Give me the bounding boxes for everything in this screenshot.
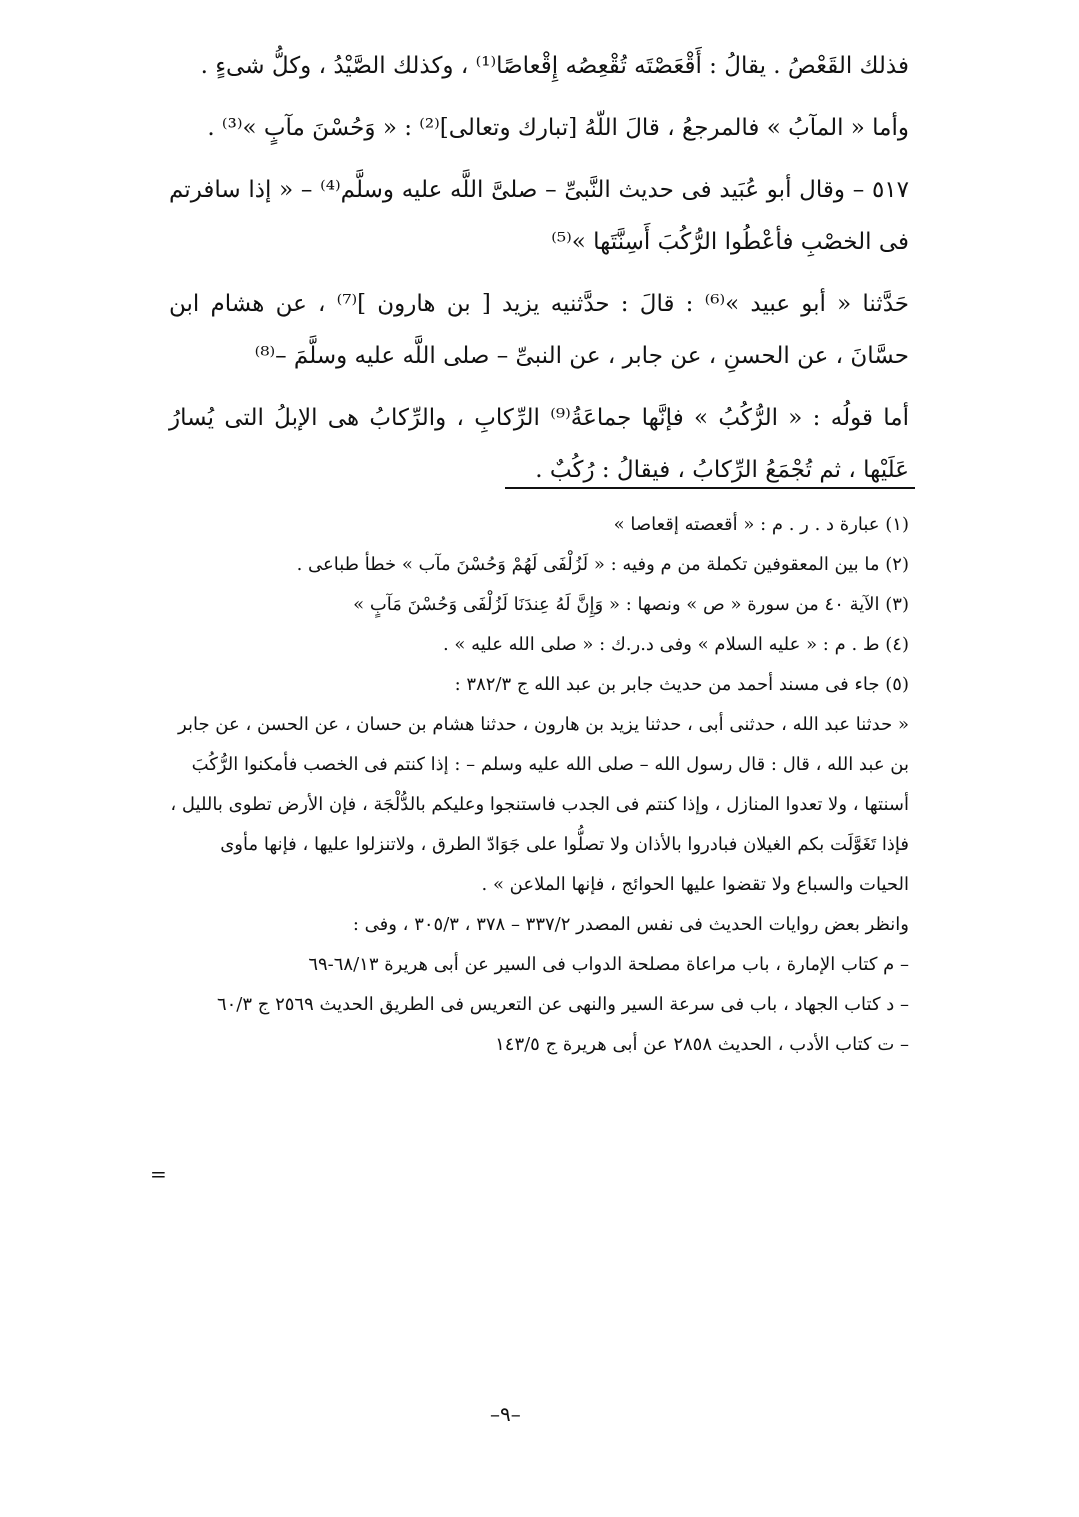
- footnote-reference: – ت كتاب الأدب ، الحديث ٢٨٥٨ عن أبى هريرة ج ١٤٣/٥: [495, 1034, 909, 1055]
- footnotes: [169, 505, 909, 1065]
- footnote-reference: – د كتاب الجهاد ، باب فى سرعة السير والنهى عن التعريس فى الطريق الحديث ٢٥٦٩ ج ٦٠/٣: [216, 994, 909, 1015]
- commentary-paragraph: أما قولُه : « الرُّكُبُ » فإنَّها جماعَةُ⁽⁹⁾ الرِّكابِ ، والرِّكابُ هى الإبلُ التى يُسارُ عَلَيْها ، ثم تُجْمَعُ الرِّكابُ ، فيقالُ : رُكُبٌ .: [169, 405, 909, 483]
- footnote: (٣) الآية ٤٠ من سورة « ص » ونصها : « وَإِنَّ لَهُ عِندَنَا لَزُلْفَى وَحُسْنَ مَآبٍ »: [353, 594, 909, 615]
- footnote: (٥) جاء فى مسند أحمد من حديث جابر بن عبد الله ج ٣٨٢/٣ :: [454, 674, 909, 695]
- main-text: [169, 40, 909, 506]
- footnote-separator: [505, 487, 915, 489]
- footnote-reference: – م كتاب الإمارة ، باب مراعاة مصلحة الدواب فى السير عن أبى هريرة ٦٨/١٣-٦٩: [308, 954, 909, 975]
- continuation-mark: =: [150, 1162, 167, 1186]
- footnote: (٢) ما بين المعقوفين تكملة من م وفيه : « لَزُلْفَى لَهُمْ وَحُسْنَ مآب » خطأ طباعى .: [296, 554, 909, 575]
- footnote: (٤) ط . م : « عليه السلام » وفى د.ر.ك : « صلى الله عليه » .: [442, 634, 909, 655]
- hadith-heading: ٥١٧ – وقال أبو عُبَيد فى حديث النَّبىِّ – صلىَّ اللَّه عليه وسلَّم⁽⁴⁾ – « إذا سافرتم فى الخصْبِ فأعْطُوا الرُّكُبَ أَسِنَّتَها »⁽⁵⁾: [169, 177, 909, 255]
- page-number: –٩–: [490, 1402, 521, 1426]
- text-line: وأما « المآبُ » فالمرجعُ ، قالَ اللّهُ [تبارك وتعالى]⁽²⁾ : « وَحُسْنَ مآبٍ »⁽³⁾ .: [207, 115, 909, 141]
- text-line: فذلك القَعْصُ . يقالُ : أَقْعَصْتَه تُقْعِصُه إِقْعاصًا⁽¹⁾ ، وكذلك الصَّيْدُ ، وكلُّ شىءٍ .: [200, 53, 909, 79]
- isnad-paragraph: حَدَّثنا « أبو عبيد »⁽⁶⁾ : قالَ : حدَّثنيه يزيد [ بن هارون ]⁽⁷⁾ ، عن هشام ابن حسَّانَ ، عن الحسنِ ، عن جابر ، عن النبىِّ – صلى اللَّه عليه وسلَّمَ –⁽⁸⁾: [169, 291, 909, 369]
- footnote: وانظر بعض روايات الحديث فى نفس المصدر ٣٣٧/٢ – ٣٧٨ ، ٣٠٥/٣ ، وفى :: [352, 914, 909, 935]
- footnote: (١) عبارة د . ر . م : « أقعصته إقعاصا »: [613, 514, 909, 535]
- footnote-quote: « حدثنا عبد الله ، حدثنى أبى ، حدثنا يزيد بن هارون ، حدثنا هشام بن حسان ، عن الحسن ، عن جابر بن عبد الله ، قال : قال رسول الله – صلى الله عليه وسلم – : إذا كنتم فى الخصب فأمكنوا الرُّكُبَ أسنتها ، ولا تعدوا المنازل ، وإذا كنتم فى الجدب فاستنجوا وعليكم بالدُّلْجَة ، فإن الأرض تطوى بالليل ، فإذا تَغَوَّلَت بكم الغيلان فبادروا بالأذان ولا تصلُّوا على جَوَادّ الطرق ، ولاتنزلوا عليها ، فإنها مأوى الحيات والسباع ولا تقضوا عليها الحوائج ، فإنها الملاعن » .: [170, 714, 909, 895]
